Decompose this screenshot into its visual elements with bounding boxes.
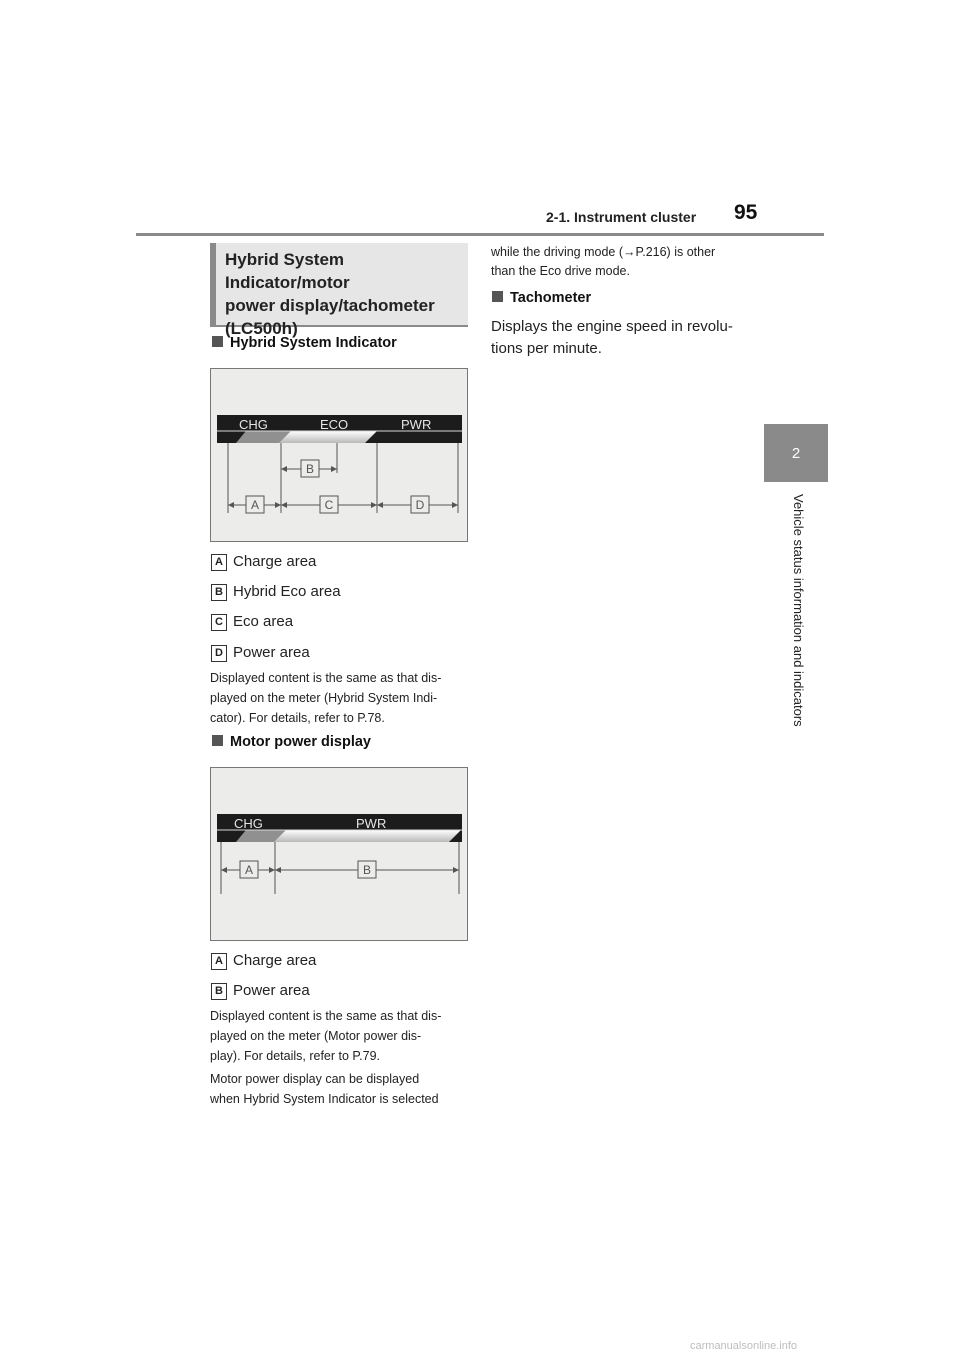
legend-badge: A — [211, 953, 227, 970]
note-line: Motor power display can be displayed — [210, 1072, 420, 1086]
chapter-label: Vehicle status information and indicators — [791, 494, 806, 727]
title-line: Hybrid System Indicator/motor — [225, 250, 350, 292]
marker-a — [240, 861, 258, 878]
body-line: tions per minute. — [491, 340, 602, 357]
tachometer-description — [491, 316, 751, 360]
section-heading-box — [210, 243, 468, 338]
motor-power-note — [210, 1006, 472, 1066]
motor-power-heading — [212, 734, 371, 750]
legend-item — [211, 613, 293, 633]
legend-item — [211, 583, 341, 603]
note-line: played on the meter (Hybrid System Indi- — [210, 691, 438, 705]
tachometer-heading — [492, 290, 591, 306]
motor-power-diagram — [211, 768, 467, 940]
legend-item — [211, 553, 316, 573]
label-pwr: PWR — [356, 816, 387, 831]
svg-text:D: D — [415, 498, 425, 512]
note-line: play). For details, refer to P.79. — [210, 1049, 380, 1063]
chapter-tab — [764, 424, 828, 482]
note-line: when Hybrid System Indicator is selected — [210, 1092, 439, 1106]
legend-label: Power area — [233, 644, 310, 661]
legend-badge: D — [211, 645, 227, 662]
legend-label: Charge area — [233, 553, 317, 570]
page-number: 95 — [734, 201, 758, 224]
legend-label: Hybrid Eco area — [233, 583, 341, 600]
marker-d — [411, 496, 429, 513]
note-line: Displayed content is the same as that dis- — [210, 671, 442, 685]
marker-c — [320, 496, 338, 513]
svg-text:A: A — [250, 498, 260, 512]
label-chg: CHG — [239, 417, 268, 432]
eco-bar-fill — [279, 431, 377, 443]
marker-b — [358, 861, 376, 878]
marker-a — [246, 496, 264, 513]
marker-b — [301, 460, 319, 477]
svg-text:B: B — [362, 863, 372, 877]
hybrid-indicator-figure — [210, 368, 468, 542]
note-line: Displayed content is the same as that dis- — [210, 1009, 442, 1023]
continued-note — [491, 243, 751, 281]
heading-text: Tachometer — [510, 290, 592, 306]
header-divider — [136, 233, 824, 236]
hybrid-indicator-note — [210, 668, 472, 728]
note-line: played on the meter (Motor power dis- — [210, 1029, 422, 1043]
svg-text:B: B — [305, 462, 315, 476]
legend-item — [211, 982, 310, 1002]
heading-text: Hybrid System Indicator — [230, 335, 397, 351]
title-line: power display/tachometer — [225, 296, 435, 315]
label-pwr: PWR — [401, 417, 432, 432]
label-eco: ECO — [320, 417, 349, 432]
title-line: (LC500h) — [225, 319, 298, 338]
square-bullet-icon — [212, 735, 223, 746]
legend-badge: B — [211, 983, 227, 1000]
chapter-number: 2 — [791, 444, 801, 462]
square-bullet-icon — [492, 291, 503, 302]
watermark: carmanualsonline.info — [690, 1340, 798, 1352]
motor-power-note-2 — [210, 1069, 472, 1109]
note-line: while the driving mode (→P.216) is other — [491, 245, 716, 259]
square-bullet-icon — [212, 336, 223, 347]
motor-power-figure — [210, 767, 468, 941]
note-line: cator). For details, refer to P.78. — [210, 711, 385, 725]
heading-text: Motor power display — [230, 734, 371, 750]
legend-badge: A — [211, 554, 227, 571]
legend-label: Eco area — [233, 613, 294, 630]
legend-item — [211, 644, 310, 664]
label-chg: CHG — [234, 816, 263, 831]
body-line: Displays the engine speed in revolu- — [491, 318, 733, 335]
hybrid-indicator-diagram — [211, 369, 467, 541]
power-bar-fill — [274, 830, 461, 842]
legend-item — [211, 952, 316, 972]
legend-label: Power area — [233, 982, 310, 999]
legend-badge: B — [211, 584, 227, 601]
svg-text:C: C — [324, 498, 334, 512]
section-title: 2-1. Instrument cluster — [546, 209, 697, 225]
svg-text:A: A — [244, 863, 254, 877]
hybrid-indicator-heading — [212, 335, 397, 351]
legend-label: Charge area — [233, 952, 317, 969]
note-line: than the Eco drive mode. — [491, 264, 630, 278]
legend-badge: C — [211, 614, 227, 631]
